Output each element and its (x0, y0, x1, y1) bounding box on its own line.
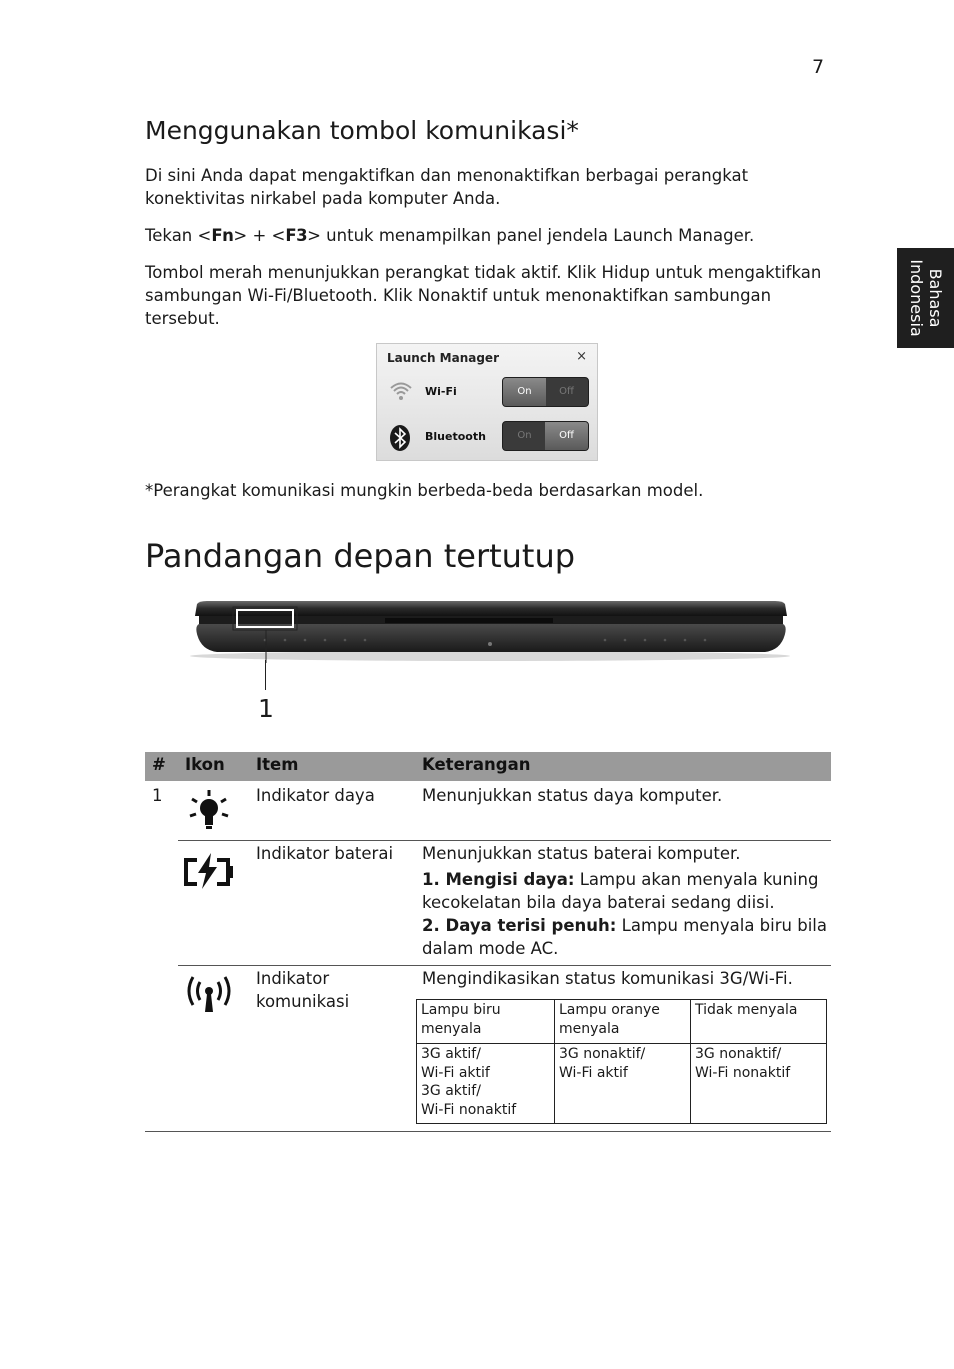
power-light-icon (186, 788, 232, 834)
battery-icon (183, 851, 235, 891)
wifi-toggle[interactable] (502, 377, 589, 407)
wireless-communication-icon (183, 972, 235, 1014)
paragraph-shortcut: Tekan <Fn> + <F3> untuk menampilkan panel jendela Launch Manager. (145, 226, 755, 245)
section-heading-front-view: Pandangan depan tertutup (145, 537, 576, 575)
header-description: Keterangan (422, 755, 531, 774)
side-tab-line1: Bahasa (925, 268, 945, 328)
row-number: 1 (152, 786, 163, 805)
table-header (145, 752, 831, 781)
bluetooth-icon (389, 424, 411, 452)
desc-communication-indicator: Mengindikasikan status komunikasi 3G/Wi-Fi. (422, 969, 793, 988)
subtable-cell-blue: 3G aktif/ Wi-Fi aktif 3G aktif/ Wi-Fi nonaktif (421, 1046, 517, 1118)
subtable-cell-off: 3G nonaktif/ Wi-Fi nonaktif (695, 1046, 791, 1081)
callout-line (265, 660, 266, 690)
desc-battery-charging: 1. Mengisi daya: Lampu akan menyala kuning kecokelatan bila daya baterai sedang diisi. (422, 870, 819, 912)
language-side-tab (897, 248, 954, 348)
header-icon: Ikon (185, 755, 225, 774)
bluetooth-label: Bluetooth (425, 430, 486, 443)
wifi-label: Wi-Fi (425, 385, 457, 398)
header-number: # (152, 755, 166, 774)
subtable-header-blue: Lampu biru menyala (421, 1002, 501, 1037)
bluetooth-toggle[interactable] (502, 421, 589, 451)
section-heading-communication: Menggunakan tombol komunikasi* (145, 116, 579, 145)
bluetooth-off-button[interactable]: Off (545, 422, 588, 450)
subtable-header-off: Tidak menyala (695, 1002, 798, 1018)
communication-status-subtable (416, 999, 827, 1124)
launch-manager-panel (376, 343, 598, 461)
callout-number: 1 (258, 694, 274, 723)
key-fn: Fn (211, 226, 234, 245)
close-icon[interactable]: × (576, 349, 587, 364)
launch-manager-title: Launch Manager (387, 351, 499, 365)
row-divider (178, 965, 831, 966)
row-divider (178, 840, 831, 841)
desc-battery-full: 2. Daya terisi penuh: Lampu menyala biru bila dalam mode AC. (422, 916, 827, 958)
paragraph-toggle-info: Tombol merah menunjukkan perangkat tidak aktif. Klik Hidup untuk mengaktifkan sambungan Wi-Fi/Bluetooth. Klik Nonaktif untuk menonaktifkan sambungan tersebut. (145, 263, 822, 328)
item-communication-indicator: Indikator komunikasi (256, 969, 350, 1011)
item-power-indicator: Indikator daya (256, 786, 375, 805)
laptop-front-view-illustration (185, 598, 795, 663)
bluetooth-on-button[interactable]: On (517, 430, 532, 441)
desc-power-indicator: Menunjukkan status daya komputer. (422, 786, 723, 805)
subtable-header-orange: Lampu oranye menyala (559, 1002, 660, 1037)
side-tab-line2: Indonesia (906, 259, 926, 337)
wifi-on-button[interactable]: On (503, 378, 546, 406)
header-item: Item (256, 755, 299, 774)
key-f3: F3 (285, 226, 308, 245)
paragraph-intro: Di sini Anda dapat mengaktifkan dan menonaktifkan berbagai perangkat konektivitas nirkabel pada komputer Anda. (145, 166, 749, 208)
item-battery-indicator: Indikator baterai (256, 844, 394, 863)
page-number: 7 (812, 56, 825, 78)
desc-battery-indicator: Menunjukkan status baterai komputer. (422, 844, 741, 863)
table-bottom-rule (145, 1131, 831, 1132)
subtable-cell-orange: 3G nonaktif/ Wi-Fi aktif (559, 1046, 646, 1081)
wifi-off-button[interactable]: Off (559, 386, 574, 397)
footnote: *Perangkat komunikasi mungkin berbeda-beda berdasarkan model. (145, 481, 704, 500)
wifi-icon (389, 380, 413, 402)
